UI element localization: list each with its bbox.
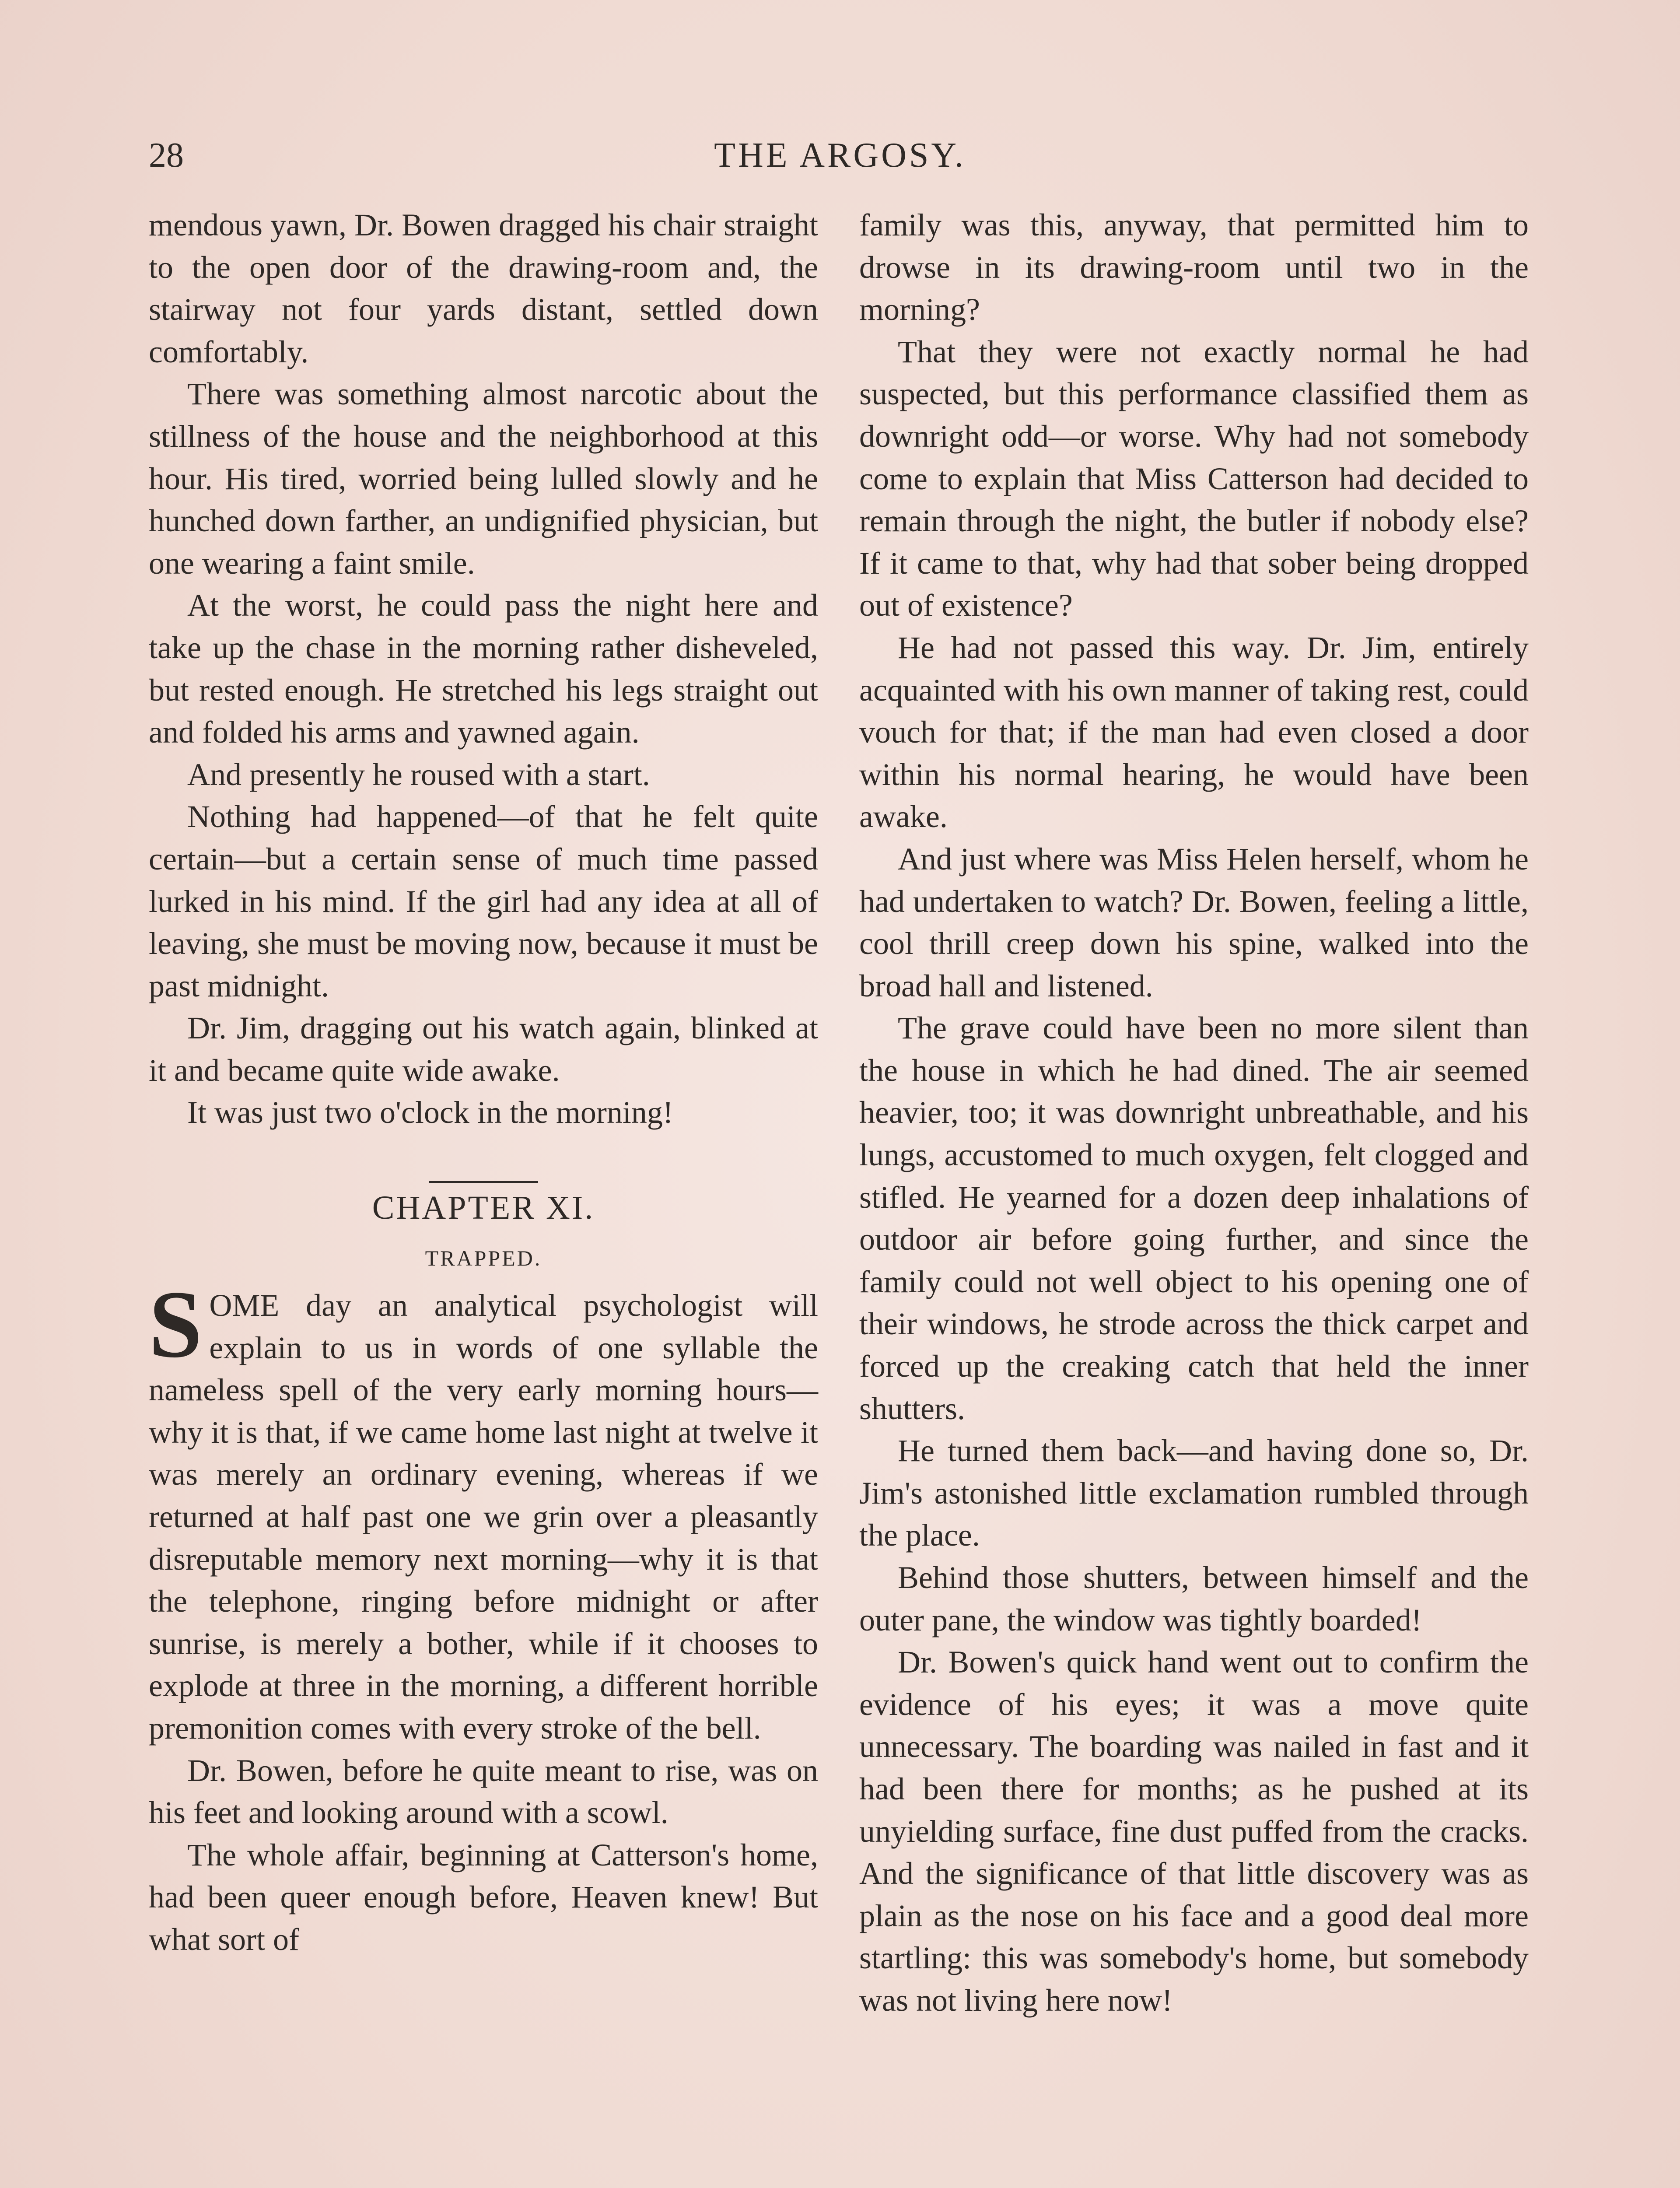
left-column [149,204,818,1961]
page-header [149,131,1531,179]
paragraph: Behind those shutters, between himself and the outer pane, the window was tightly boarded! [859,1560,1529,1637]
paragraph: Dr. Jim, dragging out his watch again, blinked at it and became quite wide awake. [149,1010,818,1088]
paragraph: He turned them back—and having done so, Dr. Jim's astonished little exclamation rumbled through the place. [859,1433,1529,1553]
separator-rule [429,1181,538,1183]
paragraph: Dr. Bowen, before he quite meant to rise, was on his feet and looking around with a scowl. [149,1753,818,1830]
paragraph: The whole affair, beginning at Catterson's home, had been queer enough before, Heaven knew! But what sort of [149,1837,818,1957]
running-title: THE ARGOSY. [714,136,966,175]
paragraph: At the worst, he could pass the night here and take up the chase in the morning rather disheveled, but rested enough. He stretched his legs straight out and folded his arms and yawned again. [149,588,818,750]
section-break [149,1134,818,1184]
right-column [859,204,1529,2022]
paragraph: It was just two o'clock in the morning! [187,1095,673,1130]
paragraph: And just where was Miss Helen herself, whom he had undertaken to watch? Dr. Bowen, feeling a little, cool thrill creep down his spine, walked into the broad hall and listened. [859,841,1529,1003]
paragraph: family was this, anyway, that permitted him to drowse in its drawing-room until two in the morning? [859,207,1529,327]
paragraph: That they were not exactly normal he had suspected, but this performance classified them as downright odd—or worse. Why had not somebody come to explain that Miss Catterson had decided to remain through the night, the butler if nobody else? If it came to that, why had that sober being dropped out of existence? [859,334,1529,623]
chapter-opening-paragraph [149,1271,818,1750]
paragraph: Dr. Bowen's quick hand went out to confirm the evidence of his eyes; it was a move quite unnecessary. The boarding was nailed in fast and it had been there for months; as he pushed at its unyielding surface, fine dust puffed from the cracks. And the significance of that little discovery was as plain as the nose on his face and a good deal more startling: this was somebody's home, but somebody was not living here now! [859,1645,1529,2018]
page-number: 28 [149,136,184,175]
paragraph: There was something almost narcotic about the stillness of the house and the neighborhood at this hour. His tired, worried being lulled slowly and he hunched down farther, an undignified physician, but one wearing a faint smile. [149,376,818,581]
paragraph: He had not passed this way. Dr. Jim, entirely acquainted with his own manner of taking rest, could vouch for that; if the man had even closed a door within his normal hearing, he would have been awake. [859,630,1529,835]
chapter-subtitle: TRAPPED. [425,1246,542,1271]
opening-text: OME day an analytical psychologist will explain to us in words of one syllable the nameless spell of the very early morning hours—why it is that, if we came home last night at twelve it was merely an ordinary evening, whereas if we returned at half past one we grin over a pleasantly disreputable memory next morning—why it is that the telephone, ringing before midnight or after sunrise, is merely a bother, while if it chooses to explode at three in the morning, a different horrible premonition comes with every stroke of the bell. [149,1288,818,1746]
paragraph: And presently he roused with a start. [187,757,650,792]
paragraph: The grave could have been no more silent than the house in which he had dined. The air seemed heavier, too; it was downright unbreathable, and his lungs, accustomed to much oxygen, felt clogged and stifled. He yearned for a dozen deep inhalations of outdoor air before going further, and since the family could not well object to his opening one of their windows, he strode across the thick carpet and forced up the creaking catch that held the inner shutters. [859,1010,1529,1426]
drop-cap: S [149,1271,203,1378]
paragraph: Nothing had happened—of that he felt quite certain—but a certain sense of much time passed lurked in his mind. If the girl had any idea at all of leaving, she must be moving now, because it must be past midnight. [149,799,818,1003]
paragraph: mendous yawn, Dr. Bowen dragged his chair straight to the open door of the drawing-room and, the stairway not four yards distant, settled down comfortably. [149,207,818,369]
chapter-title: CHAPTER XI. [372,1189,595,1227]
